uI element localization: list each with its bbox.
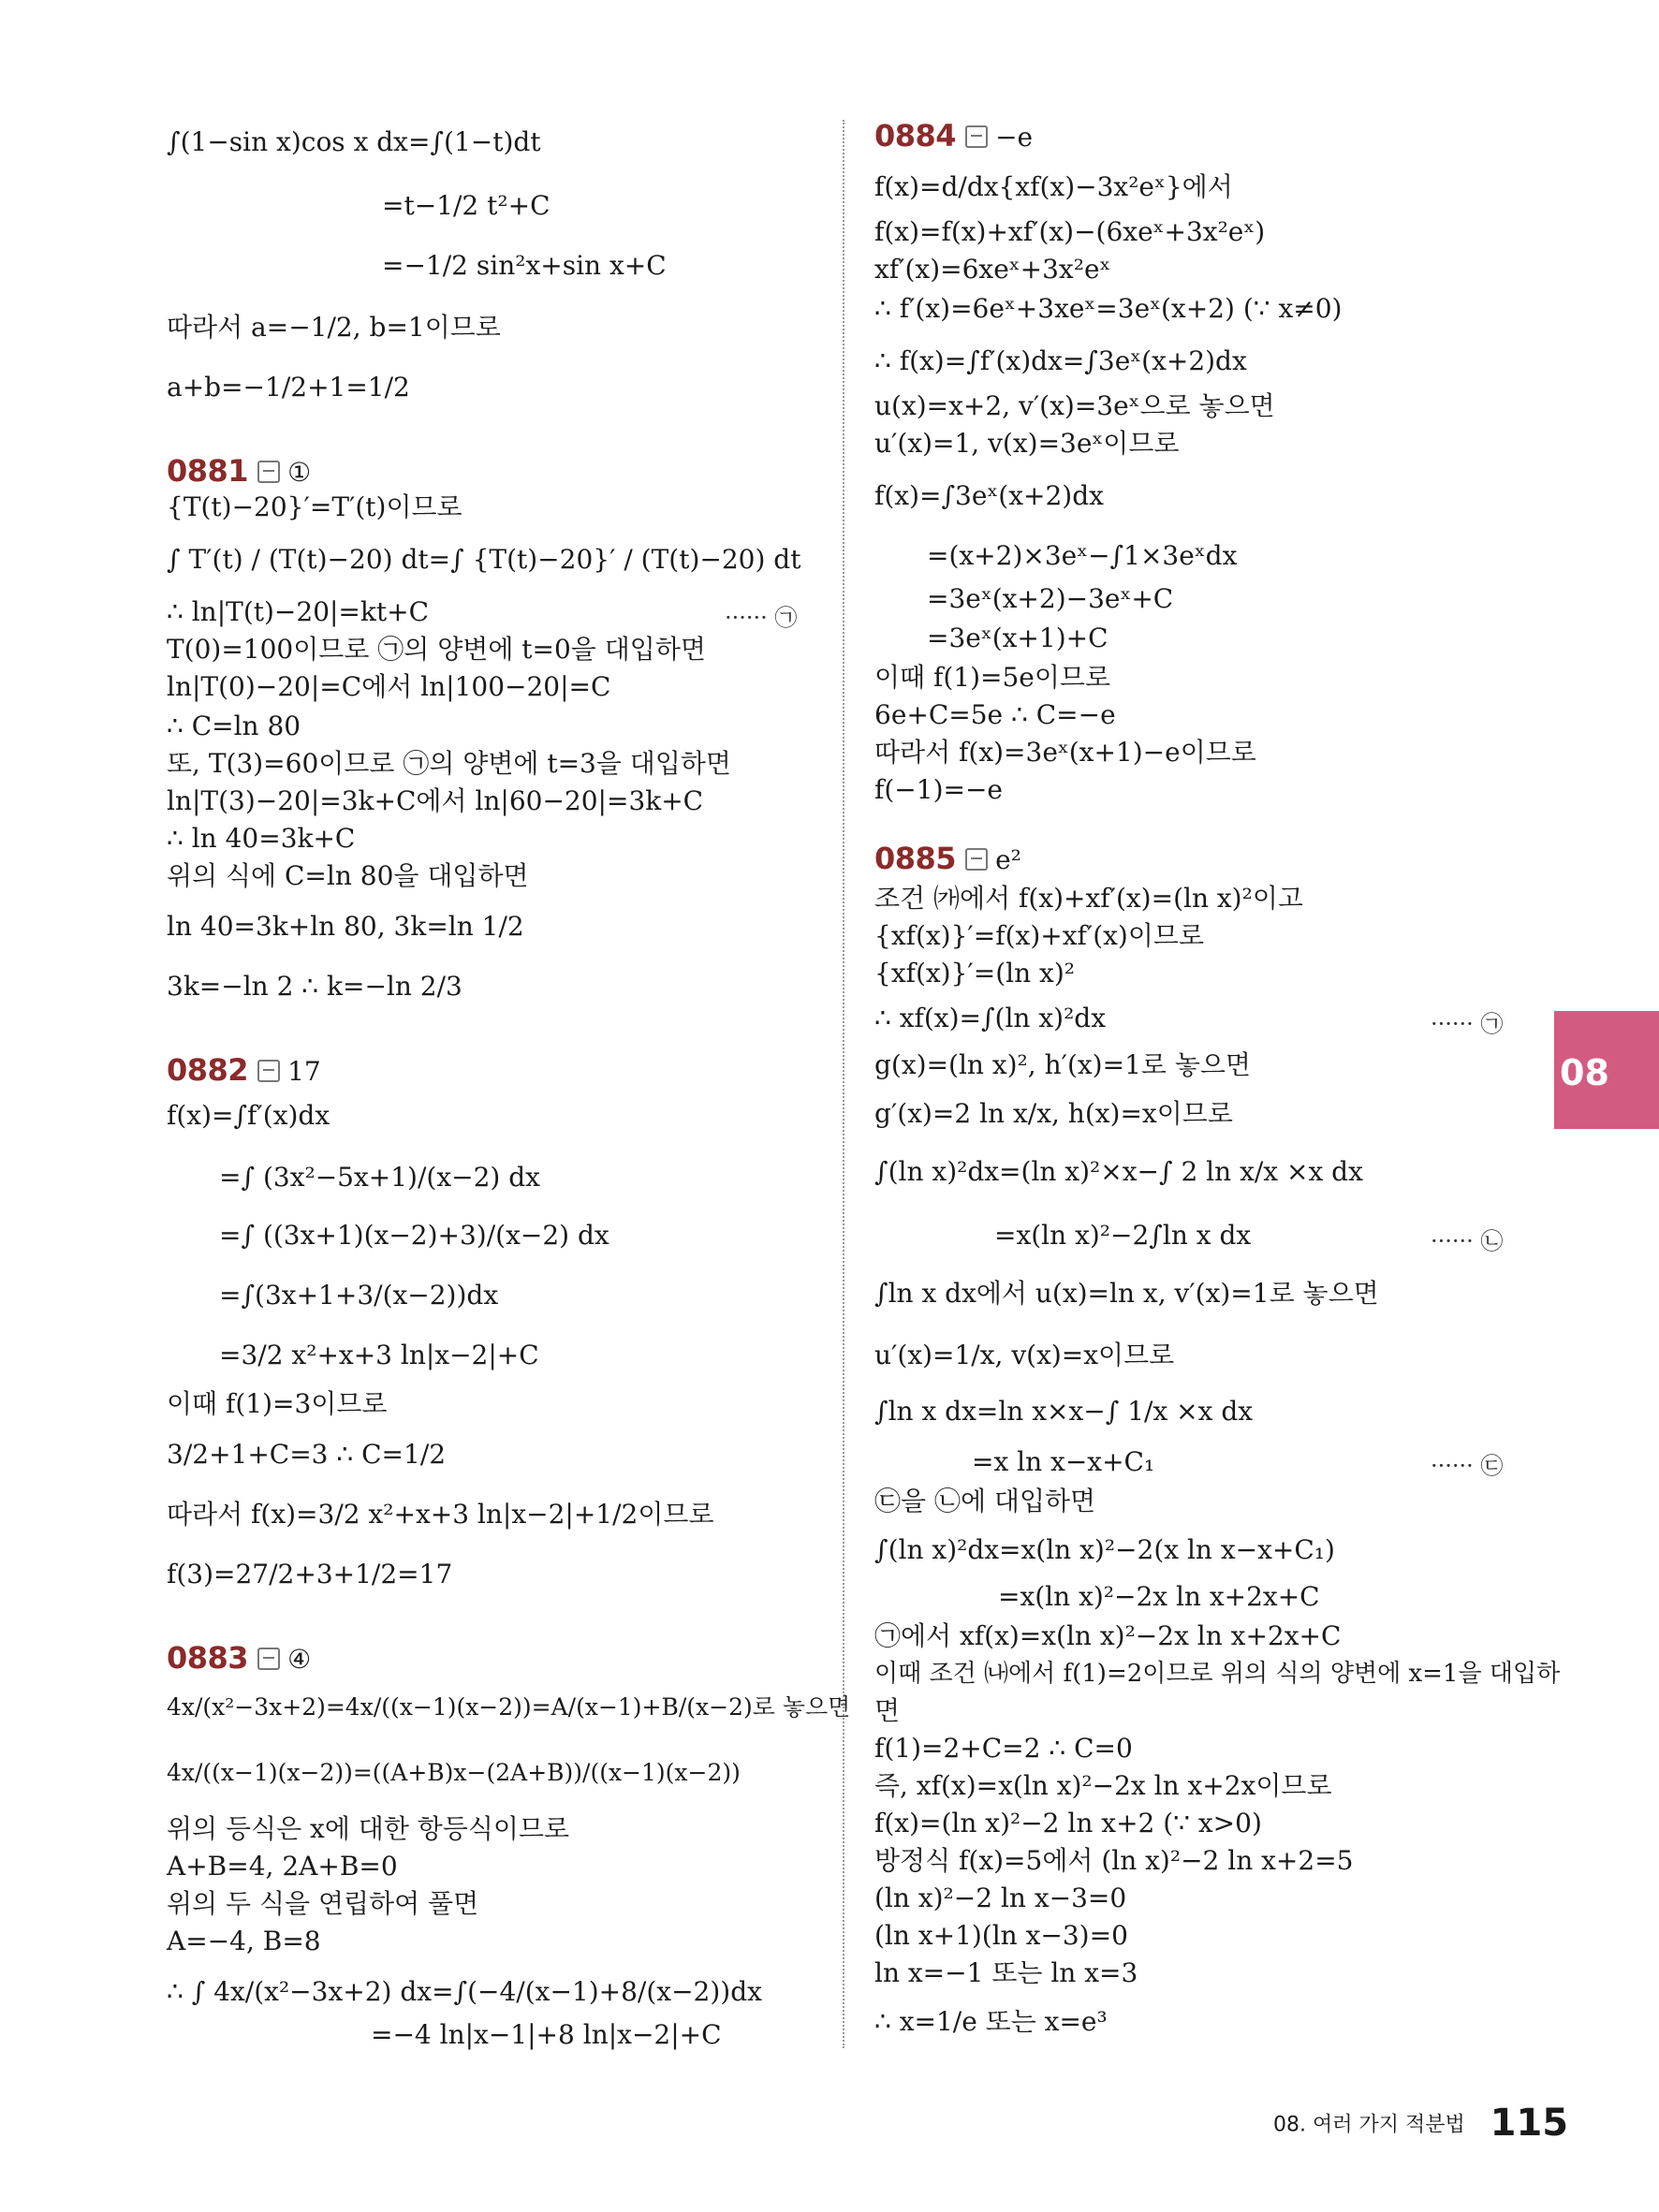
math-line: T(0)=100이므로 ㉠의 양변에 t=0을 대입하면 bbox=[167, 634, 706, 665]
math-line: 조건 ㈎에서 f(x)+xf′(x)=(ln x)²이고 bbox=[874, 883, 1303, 914]
math-line: =∫ ((3x+1)(x−2)+3)/(x−2) dx bbox=[219, 1220, 609, 1251]
math-line: ln|T(3)−20|=3k+C에서 ln|60−20|=3k+C bbox=[167, 785, 704, 816]
math-line: ㉢을 ㉡에 대입하면 bbox=[874, 1486, 1096, 1516]
equation-marker: ······ ㉡ bbox=[1431, 1228, 1504, 1254]
equation-marker: ······ ㉠ bbox=[1431, 1011, 1504, 1037]
math-line: ln|T(0)−20|=C에서 ln|100−20|=C bbox=[167, 671, 611, 702]
math-line: u′(x)=1/x, v(x)=x이므로 bbox=[874, 1340, 1175, 1370]
math-line: 위의 등식은 x에 대한 항등식이므로 bbox=[167, 1813, 570, 1844]
math-line: u(x)=x+2, v′(x)=3eˣ으로 놓으면 bbox=[874, 390, 1275, 421]
page-footer bbox=[1273, 2102, 1568, 2145]
problem-header-0885 bbox=[874, 841, 1021, 876]
answer-box-icon bbox=[965, 848, 988, 871]
problem-number: 0881 bbox=[167, 453, 249, 489]
math-line: ln x=−1 또는 ln x=3 bbox=[874, 1957, 1138, 1988]
math-line: 위의 식에 C=ln 80을 대입하면 bbox=[167, 860, 529, 891]
math-line: =∫ (3x²−5x+1)/(x−2) dx bbox=[219, 1162, 540, 1193]
math-line: f(x)=∫3eˣ(x+2)dx bbox=[874, 480, 1104, 511]
math-line: 또, T(3)=60이므로 ㉠의 양변에 t=3을 대입하면 bbox=[167, 748, 731, 779]
problem-answer: e² bbox=[995, 844, 1021, 875]
math-line: xf′(x)=6xeˣ+3x²eˣ bbox=[874, 254, 1111, 285]
math-line: ∴ xf(x)=∫(ln x)²dx bbox=[874, 1003, 1107, 1033]
math-line: 3k=−ln 2 ∴ k=−ln 2/3 bbox=[167, 971, 462, 1002]
math-line: 3/2+1+C=3 ∴ C=1/2 bbox=[167, 1439, 447, 1470]
math-line: ∴ x=1/e 또는 x=e³ bbox=[874, 2006, 1108, 2037]
math-line: 면 bbox=[874, 1695, 901, 1726]
math-line: f(x)=(ln x)²−2 ln x+2 (∵ x>0) bbox=[874, 1808, 1262, 1838]
math-line: f(x)=d/dx{xf(x)−3x²eˣ}에서 bbox=[874, 171, 1233, 202]
math-line: A=−4, B=8 bbox=[167, 1926, 321, 1956]
math-line: f(−1)=−e bbox=[874, 774, 1003, 805]
problem-answer: ④ bbox=[287, 1644, 312, 1675]
math-line: ∫(ln x)²dx=x(ln x)²−2(x ln x−x+C₁) bbox=[874, 1534, 1335, 1565]
math-line: 4x/(x²−3x+2)=4x/((x−1)(x−2))=A/(x−1)+B/(x−2)로 놓으면 bbox=[167, 1693, 851, 1721]
math-line: 이때 조건 ㈏에서 f(1)=2이므로 위의 식의 양변에 x=1을 대입하 bbox=[874, 1660, 1561, 1688]
math-line: ∴ f(x)=∫f′(x)dx=∫3eˣ(x+2)dx bbox=[874, 345, 1247, 376]
math-line: =x(ln x)²−2x ln x+2x+C bbox=[998, 1581, 1320, 1612]
answer-box-icon bbox=[257, 1060, 280, 1082]
page-number: 115 bbox=[1490, 2102, 1569, 2145]
math-line: ln 40=3k+ln 80, 3k=ln 1/2 bbox=[167, 911, 524, 942]
math-line: ∫(ln x)²dx=(ln x)²×x−∫ 2 ln x/x ×x dx bbox=[874, 1156, 1363, 1187]
math-line: 이때 f(1)=3이므로 bbox=[167, 1388, 388, 1419]
math-line: ∫ T′(t) / (T(t)−20) dt=∫ {T(t)−20}′ / (T(t)−20) dt bbox=[167, 544, 801, 575]
equation-marker: ······ ㉠ bbox=[725, 605, 798, 631]
math-line: 위의 두 식을 연립하여 풀면 bbox=[167, 1888, 479, 1919]
math-line: f(3)=27/2+3+1/2=17 bbox=[167, 1559, 453, 1589]
math-line: =(x+2)×3eˣ−∫1×3eˣdx bbox=[927, 540, 1238, 571]
answer-box-icon bbox=[965, 125, 988, 148]
math-line: =∫(3x+1+3/(x−2))dx bbox=[219, 1280, 499, 1311]
problem-header-0883 bbox=[167, 1640, 311, 1676]
math-line: =3eˣ(x+1)+C bbox=[927, 623, 1108, 653]
math-line: f(x)=∫f′(x)dx bbox=[167, 1100, 330, 1131]
math-line: 4x/((x−1)(x−2))=((A+B)x−(2A+B))/((x−1)(x−2)) bbox=[167, 1759, 741, 1786]
math-line: g′(x)=2 ln x/x, h(x)=x이므로 bbox=[874, 1098, 1233, 1129]
math-line: ㉠에서 xf(x)=x(ln x)²−2x ln x+2x+C bbox=[874, 1620, 1342, 1651]
math-line: 6e+C=5e ∴ C=−e bbox=[874, 699, 1116, 730]
math-line: u′(x)=1, v(x)=3eˣ이므로 bbox=[874, 428, 1180, 459]
math-line: 따라서 f(x)=3eˣ(x+1)−e이므로 bbox=[874, 737, 1256, 768]
chapter-tab-label: 08 bbox=[1560, 1052, 1609, 1093]
math-line: {T(t)−20}′=T′(t)이므로 bbox=[167, 491, 462, 522]
math-line: {xf(x)}′=f(x)+xf′(x)이므로 bbox=[874, 920, 1204, 951]
answer-box-icon bbox=[257, 461, 280, 483]
problem-number: 0882 bbox=[167, 1052, 249, 1088]
problem-number: 0885 bbox=[874, 841, 957, 876]
math-line: f(1)=2+C=2 ∴ C=0 bbox=[874, 1733, 1133, 1764]
chapter-side-tab bbox=[1554, 1011, 1659, 1129]
answer-box-icon bbox=[257, 1648, 280, 1670]
column-divider bbox=[843, 120, 844, 2048]
math-line: =−4 ln|x−1|+8 ln|x−2|+C bbox=[371, 2019, 722, 2050]
math-line: ∴ ln|T(t)−20|=kt+C bbox=[167, 596, 429, 627]
math-line: ∴ ∫ 4x/(x²−3x+2) dx=∫(−4/(x−1)+8/(x−2))dx bbox=[167, 1976, 762, 2007]
math-line: g(x)=(ln x)², h′(x)=1로 놓으면 bbox=[874, 1049, 1251, 1080]
math-line: 따라서 a=−1/2, b=1이므로 bbox=[167, 312, 501, 343]
problem-number: 0884 bbox=[874, 118, 957, 154]
math-line: ∴ f′(x)=6eˣ+3xeˣ=3eˣ(x+2) (∵ x≠0) bbox=[874, 293, 1343, 324]
math-line: ∴ ln 40=3k+C bbox=[167, 823, 356, 854]
math-line: =−1/2 sin²x+sin x+C bbox=[382, 250, 667, 281]
math-line: 따라서 f(x)=3/2 x²+x+3 ln|x−2|+1/2이므로 bbox=[167, 1499, 714, 1530]
math-line: =x(ln x)²−2∫ln x dx bbox=[994, 1220, 1252, 1251]
problem-header-0881 bbox=[167, 453, 311, 489]
math-line: ∴ C=ln 80 bbox=[167, 710, 301, 741]
math-line: ∫ln x dx에서 u(x)=ln x, v′(x)=1로 놓으면 bbox=[874, 1278, 1379, 1309]
math-line: =x ln x−x+C₁ bbox=[972, 1446, 1155, 1477]
math-line: =3/2 x²+x+3 ln|x−2|+C bbox=[219, 1340, 539, 1370]
math-line: 이때 f(1)=5e이므로 bbox=[874, 662, 1111, 693]
math-line: f(x)=f(x)+xf′(x)−(6xeˣ+3x²eˣ) bbox=[874, 216, 1266, 247]
math-line: ∫(1−sin x)cos x dx=∫(1−t)dt bbox=[167, 126, 541, 157]
problem-number: 0883 bbox=[167, 1640, 249, 1676]
problem-header-0884 bbox=[874, 118, 1033, 154]
problem-answer: 17 bbox=[287, 1056, 321, 1087]
chapter-title: 08. 여러 가지 적분법 bbox=[1273, 2113, 1465, 2137]
math-line: A+B=4, 2A+B=0 bbox=[167, 1851, 398, 1882]
math-line: 방정식 f(x)=5에서 (ln x)²−2 ln x+2=5 bbox=[874, 1845, 1354, 1876]
math-line: =3eˣ(x+2)−3eˣ+C bbox=[927, 583, 1174, 614]
math-line: ∫ln x dx=ln x×x−∫ 1/x ×x dx bbox=[874, 1396, 1254, 1427]
math-line: (ln x)²−2 ln x−3=0 bbox=[874, 1882, 1127, 1913]
math-line: {xf(x)}′=(ln x)² bbox=[874, 958, 1075, 989]
math-line: 즉, xf(x)=x(ln x)²−2x ln x+2x이므로 bbox=[874, 1770, 1332, 1801]
equation-marker: ······ ㉢ bbox=[1431, 1453, 1504, 1479]
problem-answer: ① bbox=[287, 457, 312, 488]
problem-answer: −e bbox=[995, 122, 1034, 153]
problem-header-0882 bbox=[167, 1052, 321, 1088]
math-line: a+b=−1/2+1=1/2 bbox=[167, 372, 410, 403]
math-line: (ln x+1)(ln x−3)=0 bbox=[874, 1920, 1128, 1951]
math-line: =t−1/2 t²+C bbox=[382, 190, 551, 221]
